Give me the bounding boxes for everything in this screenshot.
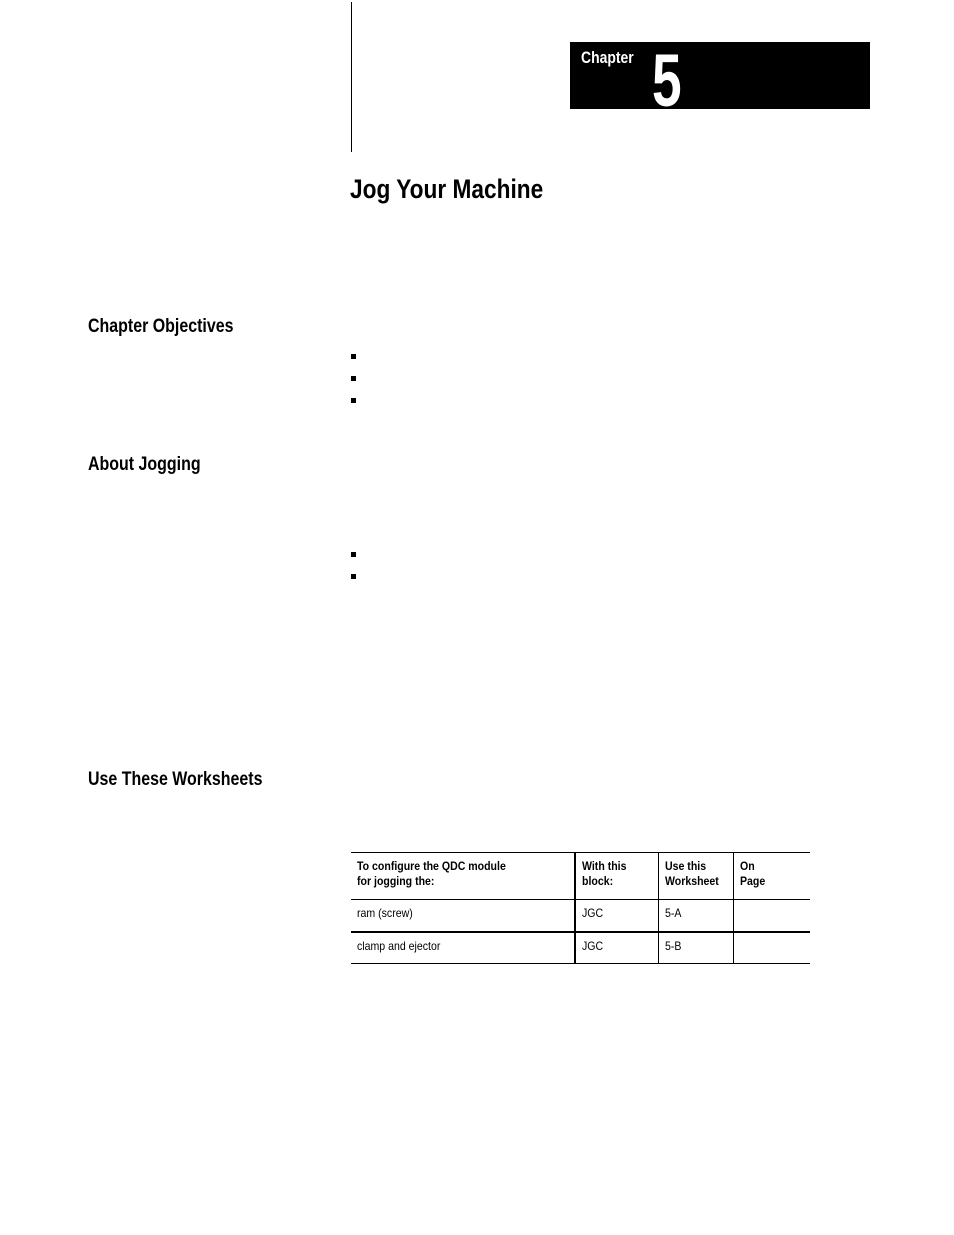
column-header-block: With this block: [575,853,658,900]
cell-worksheet: 5-B [658,932,733,964]
column-header-worksheet: Use this Worksheet [658,853,733,900]
chapter-tab [570,42,870,109]
cell-page [733,932,810,964]
cell-block: JGC [575,932,658,964]
section-heading-about-jogging: About Jogging [88,454,201,475]
bullet-marker [351,398,356,403]
chapter-divider-line [351,2,352,152]
table-header-row [351,853,810,900]
cell-page [733,900,810,932]
section-heading-worksheets: Use These Worksheets [88,769,263,790]
worksheet-table [351,852,810,964]
bullet-marker [351,574,356,579]
table-row [351,900,810,932]
cell-item: ram (screw) [351,900,575,932]
cell-block: JGC [575,900,658,932]
cell-worksheet: 5-A [658,900,733,932]
bullet-marker [351,376,356,381]
column-header-page: On Page [733,853,810,900]
page-title: Jog Your Machine [350,174,544,204]
column-header-configure: To configure the QDC module for jogging the: [351,853,575,900]
chapter-number: 5 [652,42,682,109]
bullet-marker [351,354,356,359]
chapter-label: Chapter [581,48,634,67]
bullet-marker [351,552,356,557]
cell-item: clamp and ejector [351,932,575,964]
section-heading-objectives: Chapter Objectives [88,316,234,337]
table-row [351,932,810,964]
